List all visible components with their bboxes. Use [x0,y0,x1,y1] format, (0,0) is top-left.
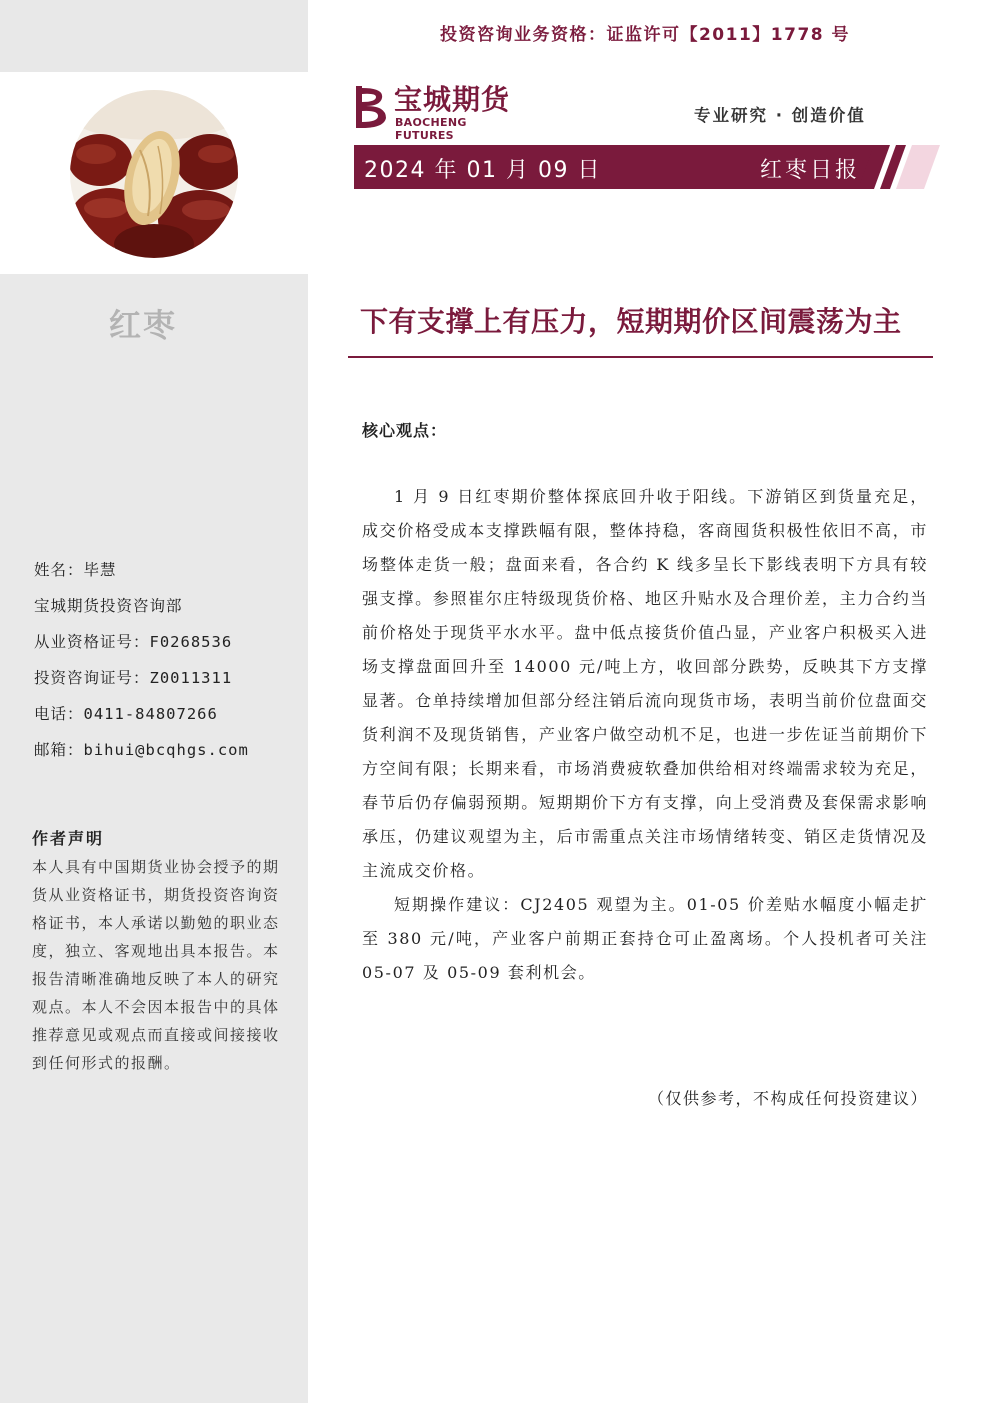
slogan: 专业研究 · 创造价值 [694,106,866,125]
sidebar-top-band [0,0,308,72]
article-headline: 下有支撑上有压力，短期期价区间震荡为主 [360,305,902,338]
report-type: 红枣日报 [760,158,861,183]
core-view-label: 核心观点： [362,421,448,440]
analyst-info [34,558,249,774]
company-logo [354,83,524,142]
reference-disclaimer: （仅供参考，不构成任何投资建议） [647,1089,928,1108]
paragraph-market-analysis: 1 月 9 日红枣期价整体探底回升收于阳线。下游销区到货量充足，成交价格受成本支撑跌幅有限，整体持稳，客商囤货积极性依旧不高，市场整体走货一般；盘面来看，各合约 K 线多呈长下影线表明下方具有较强支撑。参照崔尔庄特级现货价格、地区升贴水及合理价差，主力合约当前价格处于现货平水水平。盘中低点接货价值凸显，产业客户积极买入进场支撑盘面回升至 14000 元/吨上方，收回部分跌势，反映其下方支撑显著。仓单持续增加但部分经注销后流向现货市场，表明当前价位盘面交货利润不及现货销售，产业客户做空动机不足，也进一步佐证当前期价下方空间有限；长期来看，市场消费疲软叠加供给相对终端需求较为充足，春节后仍存偏弱预期。短期期价下方有支撑，向上受消费及套保需求影响承压，仍建议观望为主，后市需重点关注市场情绪转变、销区走货情况及主流成交价格。 [362,487,928,880]
analyst-department: 宝城期货投资咨询部 [34,597,183,615]
report-date: 2024 年 01 月 09 日 [364,158,601,183]
logo-english-name: BAOCHENG FUTURES [395,116,467,142]
date-banner [354,145,874,189]
article-body [362,480,928,990]
analyst-phone: 电话：0411-84807266 [34,705,218,723]
author-statement-title: 作者声明 [32,829,105,848]
author-statement-body: 本人具有中国期货业协会授予的期货从业资格证书，期货投资咨询资格证书，本人承诺以勤勉的职业态度，独立、客观地出具本报告。本报告清晰准确地反映了本人的研究观点。本人不会因本报告中的具体推荐意见或观点而直接或间接接收到任何形式的报酬。 [32,858,280,1072]
banner-stripes-decoration [860,145,940,189]
analyst-email: 邮箱：bihui@bcqhgs.com [34,741,249,759]
license-line: 投资咨询业务资格：证监许可【2011】1778 号 [439,25,851,45]
red-dates-photo [70,90,238,258]
baocheng-logo-icon [354,84,390,130]
headline-divider [348,356,933,358]
analyst-name: 姓名：毕慧 [34,561,117,579]
logo-chinese-name: 宝城期货 [394,83,511,116]
paragraph-trading-advice: 短期操作建议：CJ2405 观望为主。01-05 价差贴水幅度小幅走扩至 380 元/吨，产业客户前期正套持仓可止盈离场。个人投机者可关注 05-07 及 05-09 套利机会。 [362,895,928,982]
commodity-category: 红枣 [108,306,177,344]
analyst-consulting-no: 投资咨询证号：Z0011311 [34,669,233,687]
analyst-qualification-no: 从业资格证号：F0268536 [34,633,233,651]
